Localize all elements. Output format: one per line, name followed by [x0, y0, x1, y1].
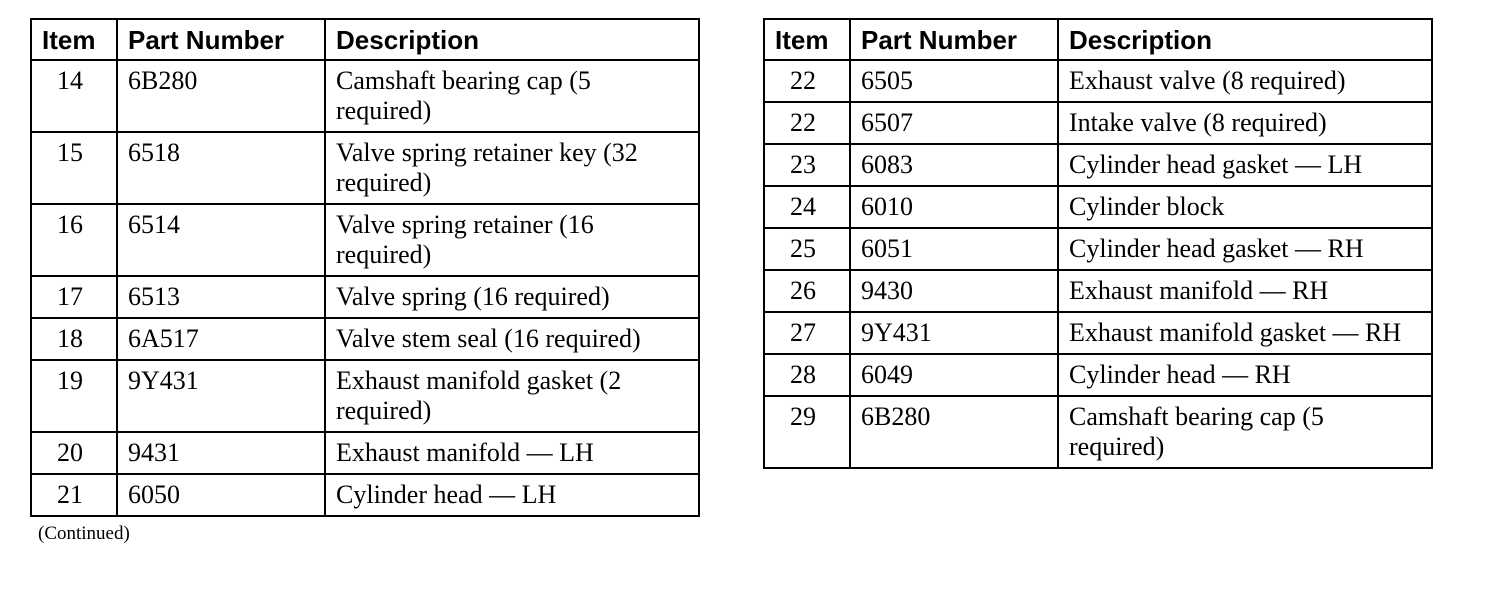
table-header-row — [31, 19, 699, 60]
description-cell: Cylinder head — RH — [1058, 354, 1432, 396]
table-header-row — [764, 19, 1432, 60]
table-row — [764, 270, 1432, 312]
table-row — [764, 60, 1432, 102]
continued-note: (Continued) — [38, 523, 130, 544]
part-number-cell: 6083 — [850, 144, 1058, 186]
table-row — [764, 312, 1432, 354]
part-number-cell: 6507 — [850, 102, 1058, 144]
item-cell: 19 — [31, 360, 117, 432]
item-cell: 16 — [31, 204, 117, 276]
item-cell: 20 — [31, 432, 117, 474]
part-number-cell: 6514 — [117, 204, 325, 276]
part-number-cell: 6A517 — [117, 318, 325, 360]
description-cell: Exhaust manifold gasket (2 required) — [325, 360, 699, 432]
part-number-cell: 6010 — [850, 186, 1058, 228]
column-header-part-number: Part Number — [850, 19, 1058, 60]
item-cell: 21 — [31, 474, 117, 516]
item-cell: 22 — [764, 60, 850, 102]
table-row — [31, 204, 699, 276]
item-cell: 28 — [764, 354, 850, 396]
description-cell: Cylinder head gasket — RH — [1058, 228, 1432, 270]
item-cell: 23 — [764, 144, 850, 186]
part-number-cell: 6B280 — [117, 60, 325, 132]
description-cell: Intake valve (8 required) — [1058, 102, 1432, 144]
part-number-cell: 6049 — [850, 354, 1058, 396]
description-cell: Valve spring retainer key (32 required) — [325, 132, 699, 204]
parts-table-left — [30, 18, 700, 517]
description-cell: Cylinder head gasket — LH — [1058, 144, 1432, 186]
item-cell: 26 — [764, 270, 850, 312]
item-cell: 18 — [31, 318, 117, 360]
item-cell: 29 — [764, 396, 850, 468]
table-row — [31, 432, 699, 474]
item-cell: 14 — [31, 60, 117, 132]
part-number-cell: 6518 — [117, 132, 325, 204]
description-cell: Valve stem seal (16 required) — [325, 318, 699, 360]
description-cell: Valve spring (16 required) — [325, 276, 699, 318]
column-header-item: Item — [764, 19, 850, 60]
part-number-cell: 6513 — [117, 276, 325, 318]
description-cell: Camshaft bearing cap (5 required) — [325, 60, 699, 132]
item-cell: 22 — [764, 102, 850, 144]
item-cell: 24 — [764, 186, 850, 228]
column-header-item: Item — [31, 19, 117, 60]
table-row — [764, 102, 1432, 144]
part-number-cell: 6505 — [850, 60, 1058, 102]
part-number-cell: 6050 — [117, 474, 325, 516]
item-cell: 27 — [764, 312, 850, 354]
description-cell: Exhaust manifold — RH — [1058, 270, 1432, 312]
part-number-cell: 9Y431 — [850, 312, 1058, 354]
table-row — [764, 396, 1432, 468]
description-cell: Cylinder block — [1058, 186, 1432, 228]
description-cell: Camshaft bearing cap (5 required) — [1058, 396, 1432, 468]
description-cell: Exhaust manifold — LH — [325, 432, 699, 474]
table-row — [31, 318, 699, 360]
table-row — [764, 228, 1432, 270]
part-number-cell: 9Y431 — [117, 360, 325, 432]
description-cell: Exhaust manifold gasket — RH — [1058, 312, 1432, 354]
part-number-cell: 9431 — [117, 432, 325, 474]
part-number-cell: 9430 — [850, 270, 1058, 312]
part-number-cell: 6051 — [850, 228, 1058, 270]
column-header-description: Description — [325, 19, 699, 60]
table-row — [764, 186, 1432, 228]
table-row — [764, 354, 1432, 396]
description-cell: Valve spring retainer (16 required) — [325, 204, 699, 276]
description-cell: Cylinder head — LH — [325, 474, 699, 516]
column-header-part-number: Part Number — [117, 19, 325, 60]
item-cell: 25 — [764, 228, 850, 270]
table-row — [764, 144, 1432, 186]
table-row — [31, 360, 699, 432]
description-cell: Exhaust valve (8 required) — [1058, 60, 1432, 102]
parts-table-right — [763, 18, 1433, 469]
part-number-cell: 6B280 — [850, 396, 1058, 468]
item-cell: 17 — [31, 276, 117, 318]
column-header-description: Description — [1058, 19, 1432, 60]
item-cell: 15 — [31, 132, 117, 204]
table-row — [31, 132, 699, 204]
table-row — [31, 276, 699, 318]
table-row — [31, 474, 699, 516]
table-row — [31, 60, 699, 132]
